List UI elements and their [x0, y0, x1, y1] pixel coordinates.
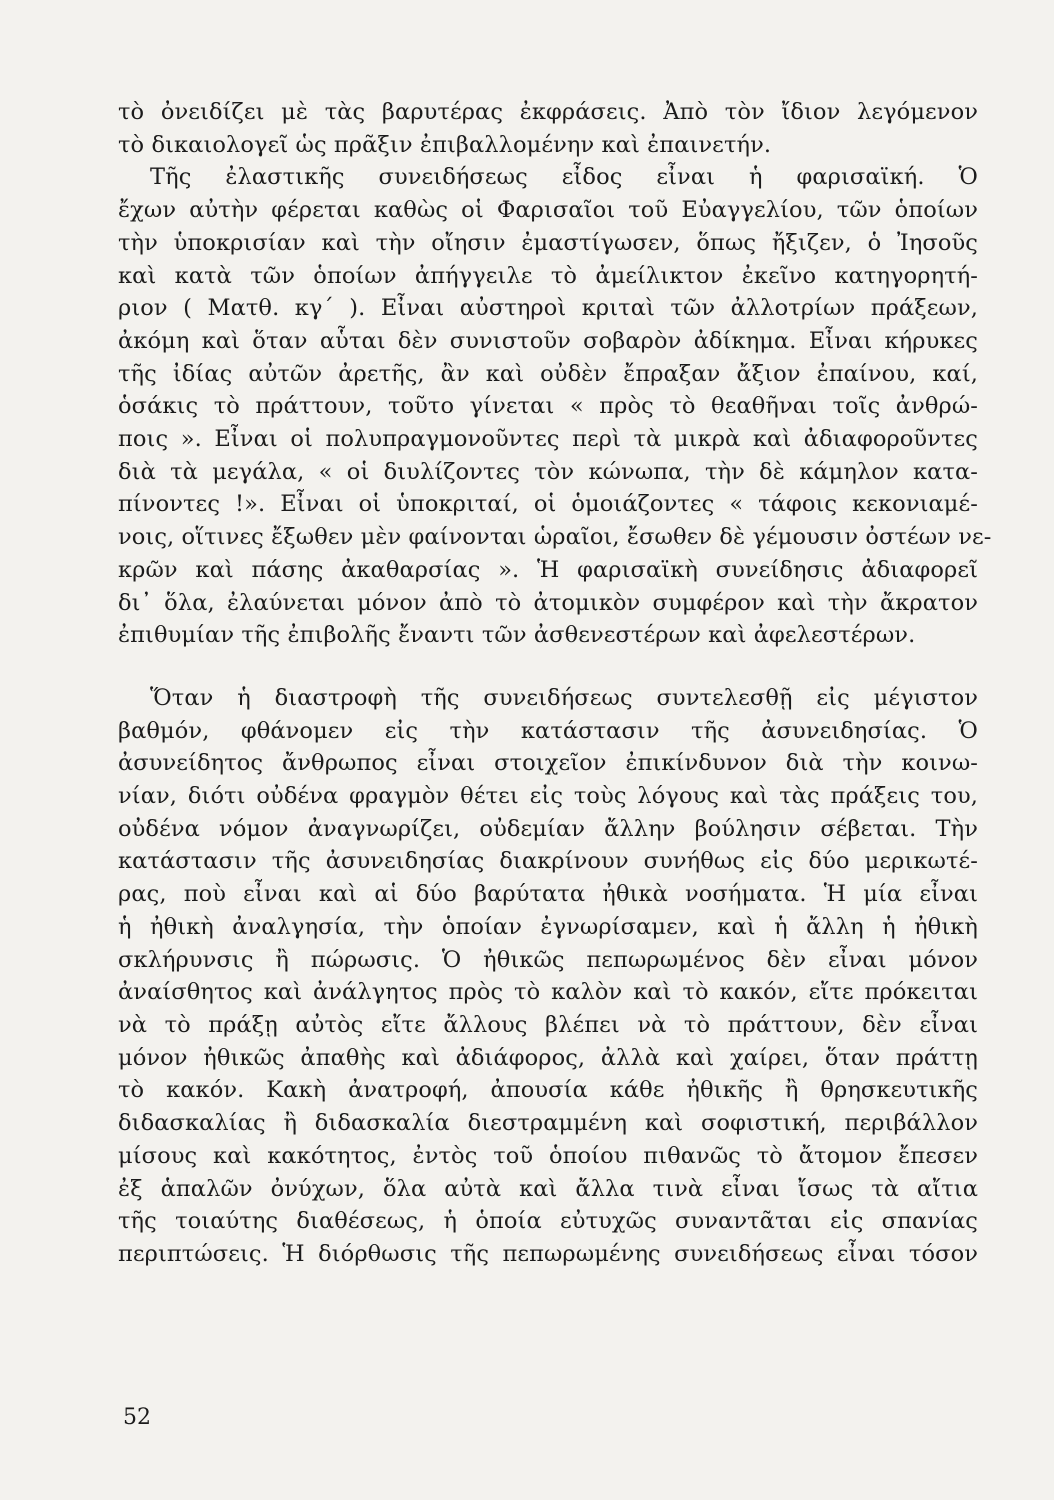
text-line: ἐξ ἁπαλῶν ὀνύχων, ὅλα αὐτὰ καὶ ἄλλα τινὰ εἶναι ἴσως τὰ αἴτια [118, 1175, 978, 1202]
text-line: περιπτώσεις. Ἡ διόρθωσις τῆς πεπωρωμένης συνειδήσεως εἶναι τόσον [118, 1240, 978, 1267]
text-line: τὸ κακόν. Κακὴ ἀνατροφή, ἀπουσία κάθε ἠθικῆς ἢ θρησκευτικῆς [118, 1077, 978, 1104]
text-line: μίσους καὶ κακότητος, ἐντὸς τοῦ ὁποίου πιθανῶς τὸ ἄτομον ἔπεσεν [118, 1142, 978, 1169]
text-line: ἀναίσθητος καὶ ἀνάλγητος πρὸς τὸ καλὸν καὶ τὸ κακόν, εἴτε πρόκειται [118, 979, 978, 1006]
text-line: τῆς τοιαύτης διαθέσεως, ἡ ὁποία εὐτυχῶς συναντᾶται εἰς σπανίας [118, 1208, 978, 1235]
text-line: μόνον ἠθικῶς ἀπαθὴς καὶ ἀδιάφορος, ἀλλὰ καὶ χαίρει, ὅταν πράττῃ [118, 1044, 978, 1071]
text-line: διδασκαλίας ἢ διδασκαλία διεστραμμένη καὶ σοφιστική, περιβάλλον [118, 1110, 978, 1137]
text-line: ἐπιθυμίαν τῆς ἐπιβολῆς ἔναντι τῶν ἀσθενεστέρων καὶ ἀφελεστέρων. [118, 622, 916, 649]
text-line: πίνοντες !». Εἶναι οἱ ὑποκριταί, οἱ ὁμοιάζοντες « τάφοις κεκονιαμέ- [118, 491, 978, 518]
text-line: ὁσάκις τὸ πράττουν, τοῦτο γίνεται « πρὸς τὸ θεαθῆναι τοῖς ἀνθρώ- [118, 393, 978, 420]
text-line: Τῆς ἐλαστικῆς συνειδήσεως εἶδος εἶναι ἡ φαρισαϊκή. Ὁ [150, 164, 978, 191]
page-body [118, 96, 992, 1271]
text-line: κατάστασιν τῆς ἀσυνειδησίας διακρίνουν συνήθως εἰς δύο μερικωτέ- [118, 848, 978, 875]
text-line: νὰ τὸ πράξῃ αὐτὸς εἴτε ἄλλους βλέπει νὰ τὸ πράττουν, δὲν εἶναι [118, 1011, 978, 1038]
text-line: νίαν, διότι οὐδένα φραγμὸν θέτει εἰς τοὺς λόγους καὶ τὰς πράξεις του, [118, 783, 978, 810]
paragraph-1 [118, 96, 978, 161]
text-line: ριον ( Ματθ. κγ΄ ). Εἶναι αὐστηροὶ κριταὶ τῶν ἀλλοτρίων πράξεων, [118, 295, 978, 322]
page-number: 52 [123, 1405, 151, 1430]
text-line: σκλήρυνσις ἢ πώρωσις. Ὁ ἠθικῶς πεπωρωμένος δὲν εἶναι μόνον [118, 946, 978, 973]
text-line: ἀσυνείδητος ἄνθρωπος εἶναι στοιχεῖον ἐπικίνδυνον διὰ τὴν κοινω- [118, 750, 978, 777]
text-line: δι᾽ ὅλα, ἐλαύνεται μόνον ἀπὸ τὸ ἀτομικὸν συμφέρον καὶ τὴν ἄκρατον [118, 589, 978, 616]
paragraph-gap [118, 652, 978, 682]
text-line: Ὅταν ἡ διαστροφὴ τῆς συνειδήσεως συντελεσθῇ εἰς μέγιστον [150, 684, 978, 711]
text-line: διὰ τὰ μεγάλα, « οἱ διυλίζοντες τὸν κώνωπα, τὴν δὲ κάμηλον κατα- [118, 458, 978, 485]
text-line: κρῶν καὶ πάσης ἀκαθαρσίας ». Ἡ φαρισαϊκὴ συνείδησις ἀδιαφορεῖ [118, 556, 978, 583]
text-line: ρας, ποὺ εἶναι καὶ αἱ δύο βαρύτατα ἠθικὰ νοσήματα. Ἡ μία εἶναι [118, 881, 978, 908]
text-line: ποις ». Εἶναι οἱ πολυπραγμονοῦντες περὶ τὰ μικρὰ καὶ ἀδιαφοροῦντες [118, 426, 978, 453]
text-line: ἀκόμη καὶ ὅταν αὗται δὲν συνιστοῦν σοβαρὸν ἀδίκημα. Εἶναι κήρυκες [118, 327, 978, 354]
paragraph-2 [118, 161, 992, 652]
text-line: ἡ ἠθικὴ ἀναλγησία, τὴν ὁποίαν ἐγνωρίσαμεν, καὶ ἡ ἄλλη ἡ ἠθικὴ [118, 913, 978, 940]
text-line: βαθμόν, φθάνομεν εἰς τὴν κατάστασιν τῆς ἀσυνειδησίας. Ὁ [118, 717, 978, 744]
text-line: τὴν ὑποκρισίαν καὶ τὴν οἴησιν ἐμαστίγωσεν, ὅπως ἤξιζεν, ὁ Ἰησοῦς [118, 229, 978, 256]
paragraph-3 [118, 682, 978, 1271]
text-line: καὶ κατὰ τῶν ὁποίων ἀπήγγειλε τὸ ἀμείλικτον ἐκεῖνο κατηγορητή- [118, 262, 978, 289]
text-line: ἔχων αὐτὴν φέρεται καθὼς οἱ Φαρισαῖοι τοῦ Εὐαγγελίου, τῶν ὁποίων [118, 197, 978, 224]
text-line: τῆς ἰδίας αὐτῶν ἀρετῆς, ἂν καὶ οὐδὲν ἔπραξαν ἄξιον ἐπαίνου, καί, [118, 360, 978, 387]
text-line: τὸ δικαιολογεῖ ὡς πρᾶξιν ἐπιβαλλομένην καὶ ἐπαινετήν. [118, 131, 772, 158]
text-line: τὸ ὀνειδίζει μὲ τὰς βαρυτέρας ἐκφράσεις. Ἀπὸ τὸν ἴδιον λεγόμενον [118, 99, 978, 125]
text-line: νοις, οἵτινες ἔξωθεν μὲν φαίνονται ὡραῖοι, ἔσωθεν δὲ γέμουσιν ὀστέων νε- [118, 524, 992, 551]
text-line: οὐδένα νόμον ἀναγνωρίζει, οὐδεμίαν ἄλλην βούλησιν σέβεται. Τὴν [118, 815, 978, 842]
